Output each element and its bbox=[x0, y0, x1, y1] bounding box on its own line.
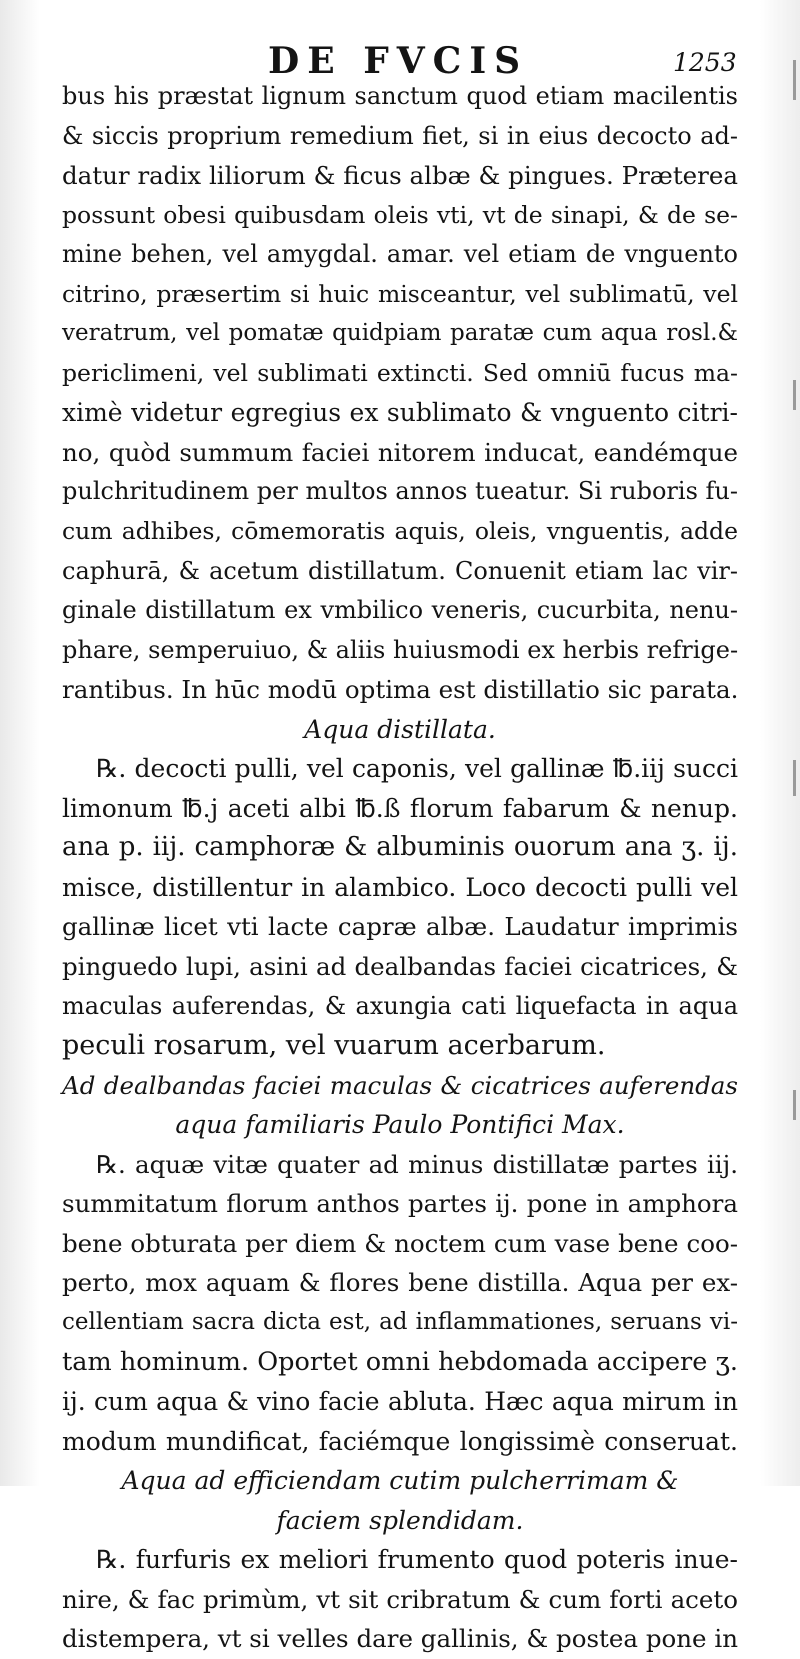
text-line: rantibus. In hūc modū optima est distillatio sic parata. bbox=[62, 675, 739, 705]
text-line: bus his præstat lignum sanctum quod etiam macilentis bbox=[62, 82, 738, 110]
text-line: gallinæ licet vti lacte capræ albæ. Laudatur imprimis bbox=[62, 912, 738, 942]
section-heading: Aqua ad efficiendam cutim pulcherrimam & bbox=[121, 1466, 679, 1496]
text-line: summitatum florum anthos partes ij. pone in amphora bbox=[62, 1189, 738, 1219]
text-line: ℞. aquæ vitæ quater ad minus distillatæ partes iij. bbox=[96, 1149, 738, 1179]
text-line: caphurā, & acetum distillatum. Conuenit etiam lac vir- bbox=[62, 556, 738, 585]
text-line: periclimeni, vel sublimati extincti. Sed omniū fucus ma- bbox=[62, 358, 738, 387]
text-line: limonum ℔.j aceti albi ℔.ß florum fabarum & nenup. bbox=[62, 793, 738, 823]
folio-number: 1253 bbox=[673, 48, 737, 77]
page-edge-mark bbox=[793, 760, 796, 796]
section-heading: faciem splendidam. bbox=[276, 1505, 524, 1535]
text-line: veratrum, vel pomatæ quidpiam paratæ cum aqua rosl.& bbox=[62, 320, 738, 347]
text-line: ℞. furfuris ex meliori frumento quod poteris inue- bbox=[96, 1545, 738, 1575]
text-line: cellentiam sacra dicta est, ad inflammationes, seruans vi- bbox=[62, 1308, 738, 1335]
body-text bbox=[62, 77, 738, 1659]
text-line: ximè videtur egregius ex sublimato & vnguento citri- bbox=[62, 398, 738, 428]
text-line: pinguedo lupi, asini ad dealbandas faciei cicatrices, & bbox=[62, 952, 738, 982]
section-heading: Ad dealbandas faciei maculas & cicatrices auferendas bbox=[62, 1070, 738, 1100]
text-line: peculi rosarum, vel vuarum acerbarum. bbox=[62, 1030, 606, 1062]
text-line: ana p. iij. camphoræ & albuminis ouorum ana ʒ. ij. bbox=[62, 832, 738, 863]
text-line: citrino, præsertim si huic misceantur, vel sublimatū, vel bbox=[62, 279, 738, 308]
text-line: misce, distillentur in alambico. Loco decocti pulli vel bbox=[62, 872, 738, 902]
text-line: bene obturata per diem & noctem cum vase bene coo- bbox=[62, 1228, 738, 1258]
text-line: perto, mox aquam & flores bene distilla. Aqua per ex- bbox=[62, 1268, 738, 1298]
text-line: datur radix liliorum & ficus albæ & pingues. Præterea bbox=[62, 161, 738, 191]
text-line: maculas auferendas, & axungia cati liquefacta in aqua bbox=[62, 991, 738, 1020]
text-line: ij. cum aqua & vino facie abluta. Hæc aqua mirum in bbox=[62, 1387, 738, 1417]
text-line: modum mundificat, faciémque longissimè conseruat. bbox=[62, 1426, 738, 1456]
text-line: no, quòd summum faciei nitorem inducat, eandémque bbox=[62, 437, 738, 467]
text-line: pulchritudinem per multos annos tueatur. Si ruboris fu- bbox=[62, 477, 738, 506]
text-line: possunt obesi quibusdam oleis vti, vt de sinapi, & de se- bbox=[62, 200, 738, 229]
text-line: ℞. decocti pulli, vel caponis, vel gallinæ ℔.iij succi bbox=[96, 754, 738, 784]
text-line: distempera, vt si velles dare gallinis, & postea pone in bbox=[62, 1624, 738, 1654]
section-heading: Aqua distillata. bbox=[304, 714, 496, 744]
page-edge-mark bbox=[793, 1090, 796, 1120]
text-line: ginale distillatum ex vmbilico veneris, cucurbita, nenu- bbox=[62, 596, 738, 625]
text-line: cum adhibes, cōmemoratis aquis, oleis, vnguentis, adde bbox=[62, 517, 738, 546]
text-line: & siccis proprium remedium fiet, si in eius decocto ad- bbox=[62, 121, 738, 150]
text-line: phare, semperuiuo, & aliis huiusmodi ex herbis refrige- bbox=[62, 635, 739, 664]
text-line: tam hominum. Oportet omni hebdomada accipere ʒ. bbox=[62, 1346, 738, 1377]
page-edge-mark bbox=[793, 380, 796, 410]
running-title: DE FVCIS bbox=[268, 40, 529, 82]
text-line: nire, & fac primùm, vt sit cribratum & cum forti aceto bbox=[62, 1584, 738, 1614]
section-heading: aqua familiaris Paulo Pontifici Max. bbox=[175, 1110, 625, 1140]
text-line: mine behen, vel amygdal. amar. vel etiam de vnguento bbox=[62, 240, 738, 269]
